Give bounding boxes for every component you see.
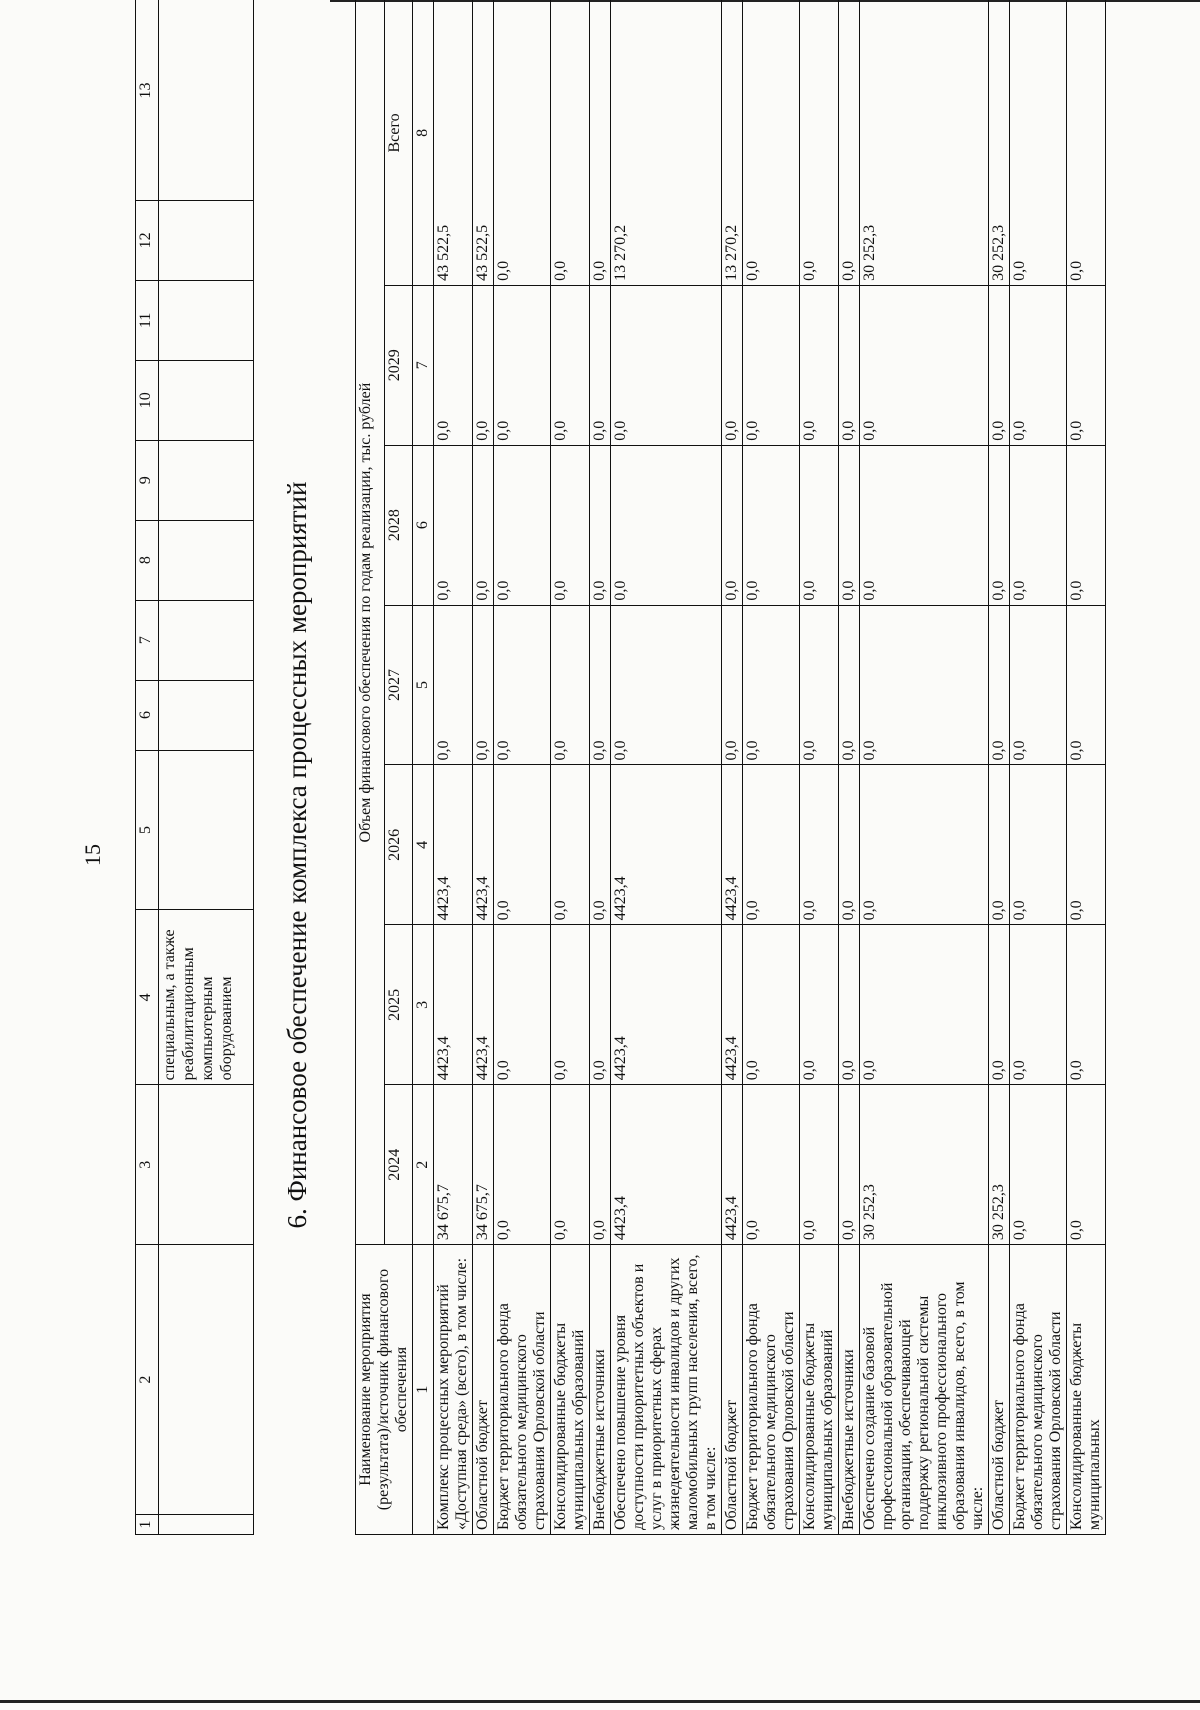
- col-number: 8: [136, 520, 159, 600]
- value-cell: 0,0: [743, 285, 800, 445]
- continuation-header-row: [136, 0, 159, 1535]
- total-cell: 43 522,5: [434, 0, 473, 285]
- value-cell: 0,0: [1010, 925, 1067, 1085]
- value-cell: 0,0: [551, 285, 590, 445]
- table-cell: специальным, а также реабилитационным компьютерным оборудованием: [159, 910, 254, 1085]
- value-cell: 0,0: [800, 765, 839, 925]
- col-number: 7: [136, 600, 159, 680]
- value-cell: 0,0: [1067, 605, 1106, 765]
- col-number: 4: [136, 910, 159, 1085]
- table-row: [722, 0, 743, 1535]
- total-cell: 0,0: [743, 0, 800, 285]
- table-row: [434, 0, 473, 1535]
- row-name: Внебюджетные источники: [590, 1245, 611, 1535]
- value-cell: 0,0: [494, 765, 551, 925]
- col-number: 7: [413, 285, 434, 445]
- col-number: 3: [136, 1085, 159, 1245]
- table-cell: [159, 0, 254, 200]
- value-cell: 0,0: [590, 285, 611, 445]
- value-cell: 0,0: [590, 445, 611, 605]
- value-cell: 0,0: [590, 1085, 611, 1245]
- value-cell: 4423,4: [611, 765, 722, 925]
- value-cell: 0,0: [611, 445, 722, 605]
- col-number: 11: [136, 280, 159, 360]
- year-header: 2026: [384, 765, 413, 925]
- table-row: [800, 0, 839, 1535]
- col-number: 4: [413, 765, 434, 925]
- value-cell: 0,0: [1010, 445, 1067, 605]
- value-cell: 0,0: [1067, 925, 1106, 1085]
- value-cell: 0,0: [494, 285, 551, 445]
- table-row: [743, 0, 800, 1535]
- value-cell: 34 675,7: [473, 1085, 494, 1245]
- col-number: 6: [413, 445, 434, 605]
- value-cell: 0,0: [434, 285, 473, 445]
- table-row: [494, 0, 551, 1535]
- value-cell: 0,0: [722, 285, 743, 445]
- value-cell: 0,0: [839, 925, 860, 1085]
- value-cell: 0,0: [743, 605, 800, 765]
- value-cell: 4423,4: [473, 765, 494, 925]
- table-row: [1067, 0, 1106, 1535]
- total-cell: 0,0: [839, 0, 860, 285]
- year-header: 2029: [384, 285, 413, 445]
- table-cell: [159, 1515, 254, 1535]
- value-cell: 0,0: [1010, 765, 1067, 925]
- value-cell: 0,0: [800, 285, 839, 445]
- total-cell: 0,0: [800, 0, 839, 285]
- year-header: 2025: [384, 925, 413, 1085]
- table-cell: [159, 360, 254, 440]
- value-cell: 4423,4: [473, 925, 494, 1085]
- col-number: 3: [413, 925, 434, 1085]
- table-row: [473, 0, 494, 1535]
- total-cell: 30 252,3: [860, 0, 989, 285]
- value-cell: 0,0: [551, 925, 590, 1085]
- row-name: Областной бюджет: [722, 1245, 743, 1535]
- col-number: 10: [136, 360, 159, 440]
- table-cell: [159, 200, 254, 280]
- col-number: 1: [136, 1515, 159, 1535]
- value-cell: 0,0: [611, 605, 722, 765]
- col-number: 5: [136, 750, 159, 910]
- total-cell: 30 252,3: [989, 0, 1010, 285]
- row-name: Областной бюджет: [989, 1245, 1010, 1535]
- value-cell: 0,0: [722, 605, 743, 765]
- total-cell: 0,0: [494, 0, 551, 285]
- value-cell: 0,0: [989, 925, 1010, 1085]
- header-row-numbers: [413, 0, 434, 1535]
- table-cell: [159, 600, 254, 680]
- value-cell: 4423,4: [611, 1085, 722, 1245]
- value-cell: 4423,4: [722, 1085, 743, 1245]
- value-cell: 0,0: [800, 605, 839, 765]
- value-cell: 34 675,7: [434, 1085, 473, 1245]
- page-number: 15: [80, 844, 105, 866]
- table-row: [839, 0, 860, 1535]
- total-cell: 13 270,2: [611, 0, 722, 285]
- value-cell: 0,0: [473, 605, 494, 765]
- value-cell: 0,0: [1010, 605, 1067, 765]
- col-number: 5: [413, 605, 434, 765]
- year-header: 2024: [384, 1085, 413, 1245]
- value-cell: 4423,4: [611, 925, 722, 1085]
- total-header: Всего: [384, 0, 413, 285]
- value-cell: 0,0: [1067, 285, 1106, 445]
- year-header: 2027: [384, 605, 413, 765]
- value-cell: 0,0: [494, 445, 551, 605]
- col-number: 2: [413, 1085, 434, 1245]
- value-cell: 0,0: [839, 765, 860, 925]
- continuation-row: [159, 0, 254, 1535]
- row-name: Консолидированные бюджеты муниципальных образований: [551, 1245, 590, 1535]
- value-cell: 0,0: [1067, 765, 1106, 925]
- value-cell: 0,0: [860, 285, 989, 445]
- value-cell: 0,0: [722, 445, 743, 605]
- value-cell: 0,0: [800, 925, 839, 1085]
- row-name: Областной бюджет: [473, 1245, 494, 1535]
- row-name: Обеспечено создание базовой профессиональной образовательной организации, обеспечивающей поддержку региональной системы инклюзивного профессионального образования инвалидов, всего, в том числе:: [860, 1245, 989, 1535]
- value-cell: 0,0: [1067, 1085, 1106, 1245]
- table-row: [611, 0, 722, 1535]
- value-cell: 0,0: [860, 445, 989, 605]
- row-name: Внебюджетные источники: [839, 1245, 860, 1535]
- value-cell: 0,0: [434, 605, 473, 765]
- table-cell: [159, 750, 254, 910]
- table-cell: [159, 680, 254, 750]
- continuation-table: [135, 0, 254, 1535]
- value-cell: 0,0: [551, 445, 590, 605]
- value-cell: 0,0: [494, 1085, 551, 1245]
- table-cell: [159, 520, 254, 600]
- value-cell: 0,0: [989, 605, 1010, 765]
- value-cell: 0,0: [551, 1085, 590, 1245]
- total-cell: 43 522,5: [473, 0, 494, 285]
- value-cell: 4423,4: [434, 765, 473, 925]
- total-cell: 13 270,2: [722, 0, 743, 285]
- value-cell: 0,0: [860, 925, 989, 1085]
- col-number: 6: [136, 680, 159, 750]
- value-cell: 0,0: [839, 1085, 860, 1245]
- value-cell: 0,0: [860, 765, 989, 925]
- year-header: 2028: [384, 445, 413, 605]
- value-cell: 0,0: [473, 285, 494, 445]
- row-name: Бюджет территориального фонда обязательного медицинского страхования Орловской области: [1010, 1245, 1067, 1535]
- value-cell: 30 252,3: [860, 1085, 989, 1245]
- value-cell: 0,0: [494, 605, 551, 765]
- value-cell: 0,0: [551, 765, 590, 925]
- value-cell: 0,0: [839, 285, 860, 445]
- value-cell: 0,0: [800, 445, 839, 605]
- table-cell: [159, 1085, 254, 1245]
- table-row: [989, 0, 1010, 1535]
- value-cell: 0,0: [860, 605, 989, 765]
- total-cell: 0,0: [1067, 0, 1106, 285]
- value-cell: 0,0: [551, 605, 590, 765]
- col-number: 1: [413, 1245, 434, 1535]
- total-cell: 0,0: [551, 0, 590, 285]
- value-cell: 0,0: [590, 605, 611, 765]
- row-name: Бюджет территориального фонда обязательного медицинского страхования Орловской области: [743, 1245, 800, 1535]
- table-row: [1010, 0, 1067, 1535]
- value-cell: 0,0: [839, 605, 860, 765]
- total-cell: 0,0: [1010, 0, 1067, 285]
- financing-table-body: [434, 0, 1106, 1535]
- table-row: [590, 0, 611, 1535]
- row-name: Комплекс процессных мероприятий «Доступная среда» (всего), в том числе:: [434, 1245, 473, 1535]
- col-number: 13: [136, 0, 159, 200]
- col-number: 9: [136, 440, 159, 520]
- value-cell: 0,0: [494, 925, 551, 1085]
- value-cell: 0,0: [743, 1085, 800, 1245]
- value-cell: 0,0: [800, 1085, 839, 1245]
- table-cell: [159, 1245, 254, 1515]
- value-cell: 30 252,3: [989, 1085, 1010, 1245]
- value-cell: 0,0: [989, 765, 1010, 925]
- value-cell: 0,0: [611, 285, 722, 445]
- total-cell: 0,0: [590, 0, 611, 285]
- table-cell: [159, 280, 254, 360]
- row-name: Обеспечено повышение уровня доступности приоритетных объектов и услуг в приоритетных сферах жизнедеятельности инвалидов и других маломобильных групп населения, всего, в том числе:: [611, 1245, 722, 1535]
- value-cell: 0,0: [743, 445, 800, 605]
- col-number: 2: [136, 1245, 159, 1515]
- row-name: Консолидированные бюджеты муниципальных: [1067, 1245, 1106, 1535]
- table-row: [551, 0, 590, 1535]
- value-cell: 0,0: [473, 445, 494, 605]
- value-cell: 0,0: [590, 765, 611, 925]
- header-row-group: [356, 0, 385, 1535]
- table-cell: [159, 440, 254, 520]
- value-cell: 4423,4: [722, 765, 743, 925]
- value-cell: 4423,4: [434, 925, 473, 1085]
- value-cell: 0,0: [1010, 285, 1067, 445]
- row-name: Консолидированные бюджеты муниципальных образований: [800, 1245, 839, 1535]
- value-cell: 0,0: [743, 925, 800, 1085]
- volume-group-header: Объем финансового обеспечения по годам реализации, тыс. рублей: [356, 0, 385, 1245]
- value-cell: 0,0: [839, 445, 860, 605]
- col-number: 12: [136, 200, 159, 280]
- row-name: Бюджет территориального фонда обязательного медицинского страхования Орловской области: [494, 1245, 551, 1535]
- col-number: 8: [413, 0, 434, 285]
- value-cell: 0,0: [590, 925, 611, 1085]
- value-cell: 0,0: [743, 765, 800, 925]
- section-title: 6. Финансовое обеспечение комплекса процессных мероприятий: [282, 481, 312, 1229]
- value-cell: 0,0: [1067, 445, 1106, 605]
- value-cell: 0,0: [1010, 1085, 1067, 1245]
- value-cell: 0,0: [434, 445, 473, 605]
- value-cell: 0,0: [989, 285, 1010, 445]
- value-cell: 4423,4: [722, 925, 743, 1085]
- value-cell: 0,0: [989, 445, 1010, 605]
- name-column-header: Наименование мероприятия (результата)/источник финансового обеспечения: [356, 1245, 413, 1535]
- table-row: [860, 0, 989, 1535]
- financing-table: [355, 0, 1106, 1535]
